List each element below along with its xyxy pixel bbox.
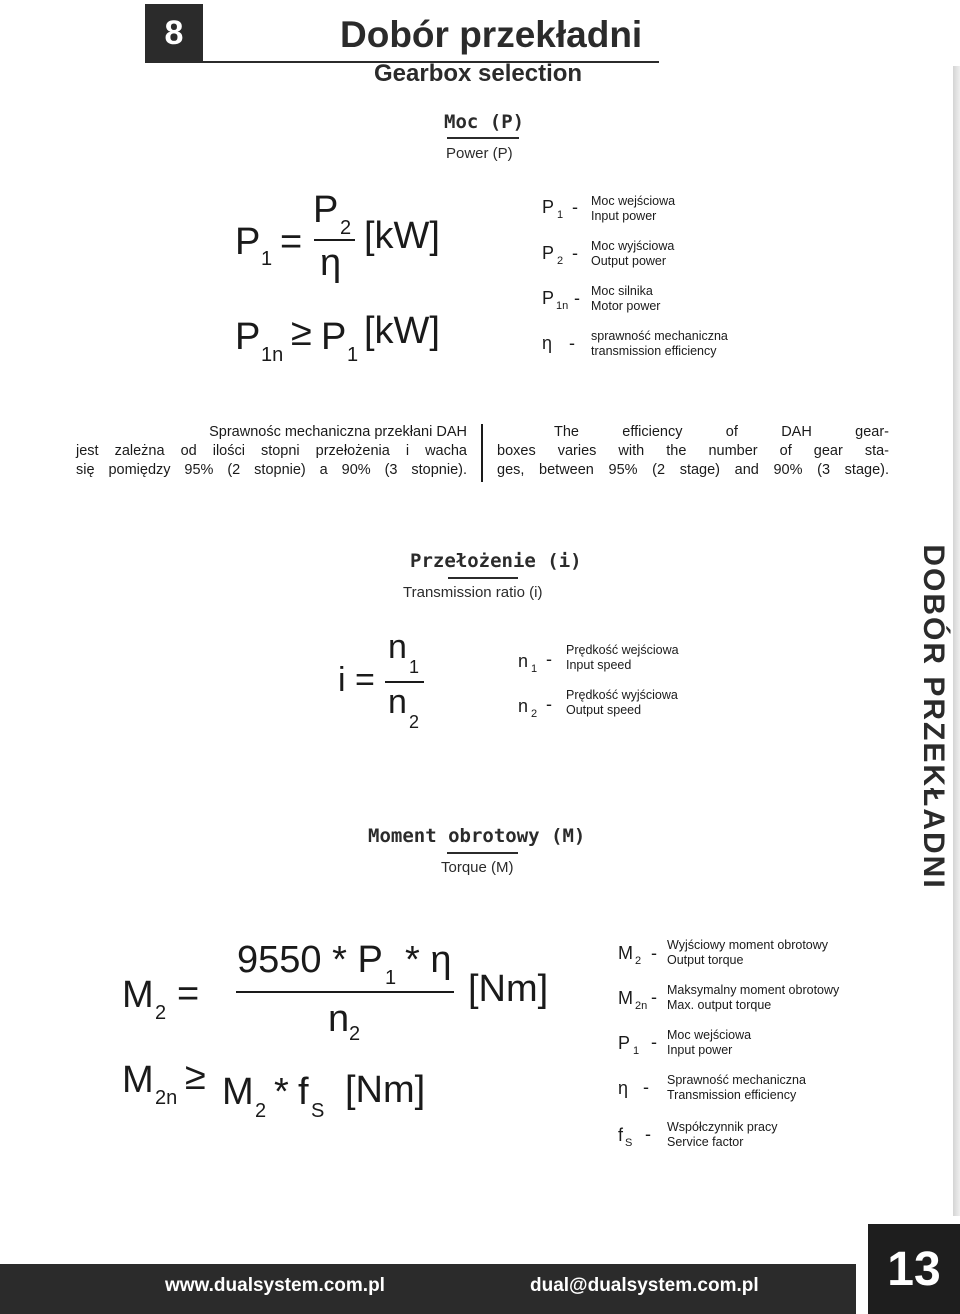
formula-unit: [Nm] — [345, 1069, 426, 1111]
legend-text-en: Output speed — [566, 703, 642, 717]
formula-subscript: 1 — [385, 967, 397, 989]
legend-symbol: P — [542, 243, 555, 263]
formula-subscript: 2 — [409, 712, 420, 732]
legend-text-en: Max. output torque — [667, 998, 772, 1012]
paragraph-line: Sprawnośc mechaniczna przekłani DAH — [209, 424, 467, 440]
legend-subscript: 2n — [635, 1000, 648, 1012]
legend-item — [542, 288, 569, 312]
efficiency-paragraph-en — [497, 423, 889, 480]
legend-subscript: 1 — [557, 209, 564, 221]
legend-description — [591, 284, 660, 314]
formula-symbol: f — [298, 1071, 309, 1113]
legend-symbol: η — [542, 333, 553, 353]
legend-subscript: 2 — [531, 708, 538, 720]
formula-symbol: i — [338, 661, 346, 699]
legend-symbol: P — [542, 288, 555, 308]
formula-denominator: n — [388, 683, 407, 721]
legend-symbol: P — [618, 1033, 631, 1053]
legend-text-en: Output torque — [667, 953, 744, 967]
legend-dash: - — [651, 1032, 657, 1052]
legend-text-pl: Sprawność mechaniczna — [667, 1073, 806, 1087]
legend-text-pl: Moc wejściowa — [591, 194, 676, 208]
page-title: Dobór przekładni — [340, 14, 643, 55]
legend-description — [667, 1028, 751, 1058]
paragraph-line: boxes varies with the number of gear sta- — [497, 443, 889, 459]
formula-symbol: M — [122, 1059, 154, 1101]
formula-subscript: 2n — [155, 1087, 178, 1109]
legend-description — [591, 239, 674, 269]
formula-subscript: S — [311, 1100, 325, 1122]
paragraph-line: ges, between 95% (2 stage) and 90% (3 stage). — [497, 462, 889, 478]
legend-symbol: P — [542, 197, 555, 217]
legend-description — [667, 938, 828, 968]
paragraph-divider — [481, 424, 483, 482]
legend-symbol: n — [518, 651, 529, 671]
paragraph-line: jest zależna od ilości stopni przełożenia i wacha — [76, 443, 467, 459]
legend-text-en: Motor power — [591, 299, 661, 313]
formula-subscript: 2 — [155, 1002, 167, 1024]
formula-subscript: 1n — [261, 344, 284, 366]
formula-equals: = — [177, 973, 200, 1015]
footer-website-link[interactable]: www.dualsystem.com.pl — [165, 1275, 385, 1296]
paragraph-line: The efficiency of DAH gear- — [554, 424, 889, 440]
legend-item — [618, 1079, 628, 1099]
legend-item — [518, 651, 538, 675]
formula-relation: ≥ — [185, 1056, 206, 1098]
legend-text-en: transmission efficiency — [591, 344, 717, 358]
formula-subscript: 1 — [409, 657, 420, 677]
formula-symbol: M — [222, 1071, 254, 1113]
formula-denominator: n — [328, 998, 350, 1040]
formula-relation: ≥ — [291, 312, 312, 354]
formula-subscript: 1 — [347, 344, 359, 366]
legend-dash: - — [651, 943, 657, 963]
formula-numerator: P — [313, 189, 339, 231]
fraction-line — [236, 991, 454, 993]
legend-text-pl: sprawność mechaniczna — [591, 329, 728, 343]
legend-subscript: 2 — [557, 255, 564, 267]
legend-text-pl: Moc silnika — [591, 284, 653, 298]
legend-item — [542, 334, 552, 354]
legend-text-en: Service factor — [667, 1135, 744, 1149]
legend-subscript: 1 — [531, 663, 538, 675]
legend-text-en: Transmission efficiency — [667, 1088, 797, 1102]
formula-denominator: η — [320, 242, 342, 284]
legend-dash: - — [643, 1077, 649, 1097]
legend-description — [667, 1120, 777, 1150]
legend-item — [618, 1033, 640, 1057]
legend-dash: - — [546, 694, 552, 714]
legend-text-pl: Moc wejściowa — [667, 1028, 752, 1042]
legend-dash: - — [651, 987, 657, 1007]
chapter-number-badge: 8 — [145, 4, 203, 62]
formula-numerator: n — [388, 628, 407, 666]
side-chapter-label: DOBÓR PRZEKŁADNI — [917, 544, 950, 890]
torque-title-underline — [447, 852, 518, 854]
legend-subscript: S — [625, 1137, 633, 1149]
legend-subscript: 1n — [556, 300, 569, 312]
legend-text-pl: Moc wyjściowa — [591, 239, 675, 253]
legend-symbol: n — [518, 696, 529, 716]
formula-unit: [Nm] — [468, 968, 549, 1010]
formula-operator: * — [274, 1071, 289, 1113]
legend-description — [591, 194, 675, 224]
efficiency-paragraph-pl — [76, 423, 467, 480]
formula-numerator-tail: * η — [405, 939, 452, 981]
legend-text-en: Input speed — [566, 658, 632, 672]
legend-item — [618, 1125, 633, 1149]
legend-text-en: Output power — [591, 254, 667, 268]
page-number: 13 — [868, 1224, 960, 1314]
legend-symbol: η — [618, 1078, 629, 1098]
legend-item — [618, 943, 642, 967]
legend-text-pl: Maksymalny moment obrotowy — [667, 983, 840, 997]
formula-subscript: 2 — [349, 1023, 361, 1045]
ratio-section-subtitle: Transmission ratio (i) — [403, 584, 543, 601]
legend-dash: - — [574, 288, 580, 308]
legend-dash: - — [572, 197, 578, 217]
power-section-subtitle: Power (P) — [446, 145, 513, 162]
legend-dash: - — [572, 243, 578, 263]
legend-item — [518, 696, 538, 720]
formula-numerator: 9550 * P — [237, 939, 383, 981]
page-subtitle: Gearbox selection — [374, 60, 583, 87]
power-section-title: Moc (P) — [444, 111, 525, 133]
paragraph-line: się pomiędzy 95% (2 stopnie) a 90% (3 stopnie). — [76, 462, 467, 478]
formula-subscript: 1 — [261, 248, 273, 270]
legend-text-pl: Wyjściowy moment obrotowy — [667, 938, 829, 952]
torque-section-title: Moment obrotowy (M) — [368, 825, 586, 847]
legend-item — [618, 988, 648, 1012]
legend-subscript: 1 — [633, 1045, 640, 1057]
legend-symbol: M — [618, 988, 633, 1008]
legend-dash: - — [546, 649, 552, 669]
formula-subscript: 2 — [255, 1100, 267, 1122]
legend-dash: - — [645, 1124, 651, 1144]
legend-symbol: M — [618, 943, 633, 963]
formula-equals: = — [355, 661, 375, 699]
formula-symbol: P — [235, 316, 261, 358]
legend-item — [542, 197, 564, 221]
formula-equals: = — [280, 221, 303, 263]
footer-email-link[interactable]: dual@dualsystem.com.pl — [530, 1275, 759, 1296]
formula-unit: [kW] — [364, 215, 440, 257]
legend-description — [667, 983, 839, 1013]
legend-text-en: Input power — [591, 209, 657, 223]
formula-symbol: P — [235, 221, 261, 263]
legend-dash: - — [569, 333, 575, 353]
formula-subscript: 2 — [340, 217, 352, 239]
power-title-underline — [447, 137, 519, 139]
legend-subscript: 2 — [635, 955, 642, 967]
formula-symbol: P — [321, 316, 347, 358]
ratio-section-title: Przełożenie (i) — [410, 550, 582, 572]
legend-symbol: f — [618, 1125, 624, 1145]
legend-text-en: Input power — [667, 1043, 733, 1057]
fraction-line — [314, 239, 355, 241]
legend-description — [591, 329, 728, 359]
legend-text-pl: Współczynnik pracy — [667, 1120, 778, 1134]
torque-section-subtitle: Torque (M) — [441, 859, 514, 876]
formula-symbol: M — [122, 974, 154, 1016]
legend-description — [667, 1073, 806, 1103]
legend-text-pl: Prędkość wyjściowa — [566, 688, 678, 702]
legend-item — [542, 243, 564, 267]
legend-description — [566, 643, 679, 673]
legend-text-pl: Prędkość wejściowa — [566, 643, 679, 657]
ratio-title-underline — [448, 577, 518, 579]
legend-description — [566, 688, 678, 718]
formula-unit: [kW] — [364, 310, 440, 352]
